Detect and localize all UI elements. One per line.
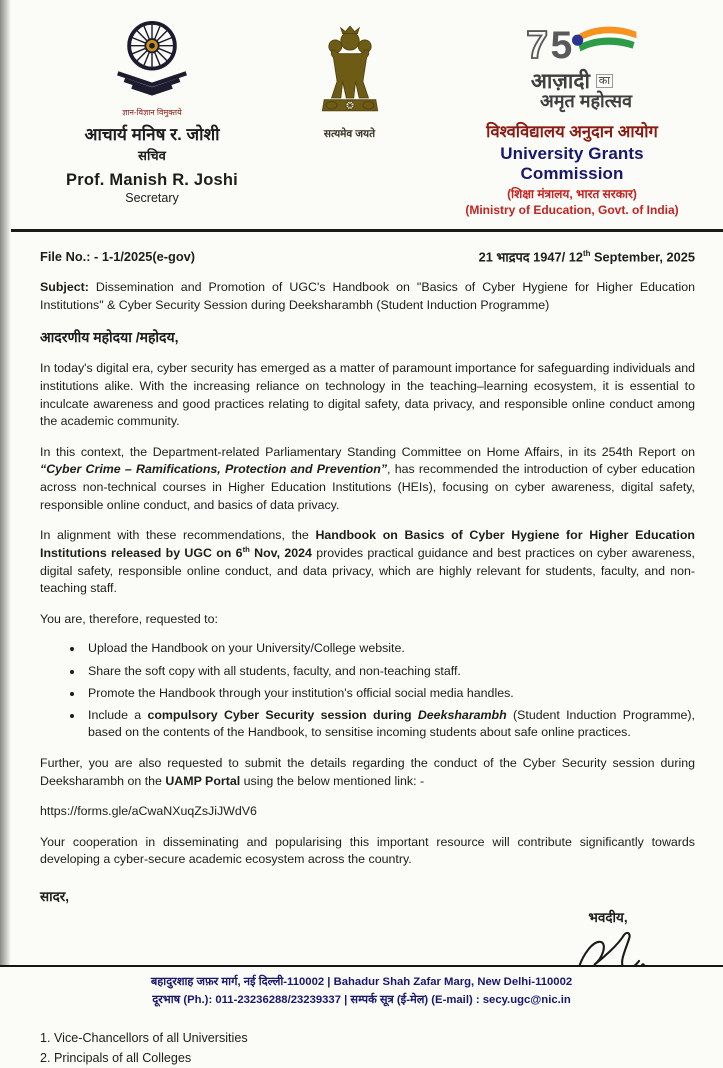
paragraph-3: In alignment with these recommendations, the Handbook on Basics of Cyber Hygiene for Higher Education Institutions released by UGC on 6th Nov, 2024 provides practical guidance and best practices on cyber awareness, digital safety, responsible online conduct, and data privacy, which are highly relevant for students, faculty, and non-teaching staff. [40, 528, 696, 596]
form-link: https://forms.gle/aCwaNXuqZsJiJWdV6 [40, 804, 257, 819]
letterhead-left [52, 20, 252, 205]
paragraph-4: You are, therefore, requested to: [40, 611, 218, 626]
azadi-75-icon [502, 20, 642, 66]
ugc-motto-hi: ज्ञान-विज्ञान विमुक्तये [122, 108, 182, 117]
azadi-line1 [447, 71, 697, 92]
paragraph-6: Your cooperation in disseminating and popularising this important resource will contribute significantly towards developing a cyber-secure academic ecosystem across the country. [40, 834, 695, 867]
file-number: File No.: - 1-1/2025(e-gov) [40, 248, 196, 264]
letter-body [0, 232, 723, 1068]
secretary-title-hi: सचिव [138, 148, 166, 163]
secretary-name-en: Prof. Manish R. Joshi [66, 171, 238, 189]
paragraph-1: In today's digital era, cyber security has emerged as a matter of paramount importance for safeguarding individuals and institutions alike. With the increasing reliance on technology in the teaching–learning ecosystem, it is essential to inculcate awareness and good practices relating to digital safety, data privacy, and responsible online conduct among the academic community. [40, 361, 695, 429]
secretary-title-en: Secretary [125, 191, 179, 205]
subject-line: Subject: Dissemination and Promotion of UGC's Handbook on "Basics of Cyber Hygiene for Higher Education Institutions" & Cyber Security Session during Deeksharambh (Student Induction Programme) [40, 280, 695, 312]
secretary-name-hi: आचार्य मनिष र. जोशी [84, 125, 220, 144]
complimentary-close: भवदीय, [588, 910, 628, 926]
ashoka-emblem-icon [304, 26, 396, 122]
list-item: • Include a compulsory Cyber Security session during Deeksharambh (Student Induction Programme), based on the contents of the Handbook, to sensitise incoming students about safe online practices. [84, 707, 695, 742]
org-name-hi: विश्वविद्यालय अनुदान आयोग [486, 122, 658, 141]
azadi-line2: अमृत महोत्सव [539, 91, 633, 111]
ministry-hi: (शिक्षा मंत्रालय, भारत सरकार) [507, 186, 637, 201]
addressee-item: 2. Principals of all Colleges [40, 1050, 192, 1065]
azadi-word1: आज़ादी [530, 70, 590, 93]
footer-contact: दूरभाष (Ph.): 011-23236288/23239337 | सम्पर्क सूत्र (ई-मेल) (E-mail) : secy.ugc@nic.in [152, 994, 571, 1007]
file-row [40, 248, 695, 266]
azadi-word-ka: का [596, 74, 613, 88]
list-item: • Upload the Handbook on your University/College website. [84, 640, 695, 658]
paragraph-5: Further, you are also requested to submit the details regarding the conduct of the Cyber Security session during Deeksharambh on the UAMP Portal using the below mentioned link: - [40, 756, 695, 788]
org-name-en: University Grants Commission [500, 143, 644, 183]
addressee-item: 1. Vice-Chancellors of all Universities [40, 1031, 248, 1045]
letter-footer [0, 965, 723, 1024]
list-item: • Share the soft copy with all students, faculty, and non-teaching staff. [84, 663, 695, 681]
satyameva-jayate-motto: सत्यमेव जयते [323, 128, 376, 140]
ministry-en: (Ministry of Education, Govt. of India) [465, 202, 679, 217]
svg-text:5: 5 [550, 23, 573, 66]
list-item: • Promote the Handbook through your institution's official social media handles. [84, 685, 695, 703]
regards-hi: सादर, [40, 889, 70, 905]
paragraph-2: In this context, the Department-related Parliamentary Standing Committee on Home Affairs, in its 254th Report on “Cyber Crime – Ramifications, Protection and Prevention”, has recommended the introduction of cyber education across non-technical courses in Higher Education Institutions (HEIs), focusing on cyber awareness, digital safety, responsible online conduct, and basics of data privacy. [40, 444, 696, 512]
letterhead-center [285, 20, 415, 141]
letter-date: 21 भाद्रपद 1947/ 12th September, 2025 [478, 248, 695, 265]
request-list [40, 640, 695, 742]
svg-text:7: 7 [526, 23, 549, 66]
footer-address: बहादुरशाह जफ़र मार्ग, नई दिल्ली-110002 | Bahadur Shah Zafar Marg, New Delhi-110002 [150, 975, 573, 988]
ugc-logo-icon [104, 20, 200, 100]
letterhead-right [447, 20, 697, 217]
salutation: आदरणीय महोदया /महोदय, [40, 328, 179, 345]
letterhead [0, 0, 723, 221]
